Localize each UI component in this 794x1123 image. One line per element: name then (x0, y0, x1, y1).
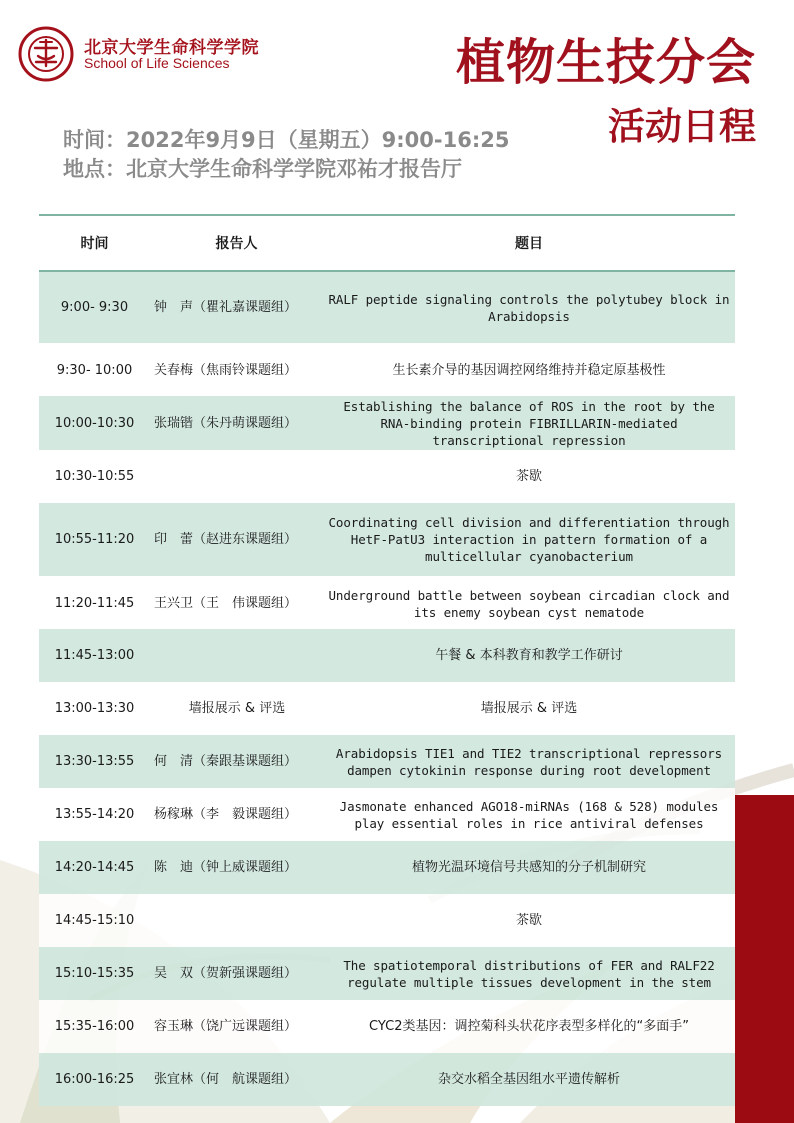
session-time: 15:10-15:35 (39, 947, 150, 1000)
session-title: 杂交水稻全基因组水平遗传解析 (323, 1053, 735, 1106)
table-header (39, 215, 735, 271)
session-title: 茶歇 (323, 894, 735, 947)
peking-university-logo (18, 26, 74, 82)
session-time: 14:20-14:45 (39, 841, 150, 894)
session-title: Arabidopsis TIE1 and TIE2 transcriptional repressors dampen cytokinin response during root development (323, 735, 735, 788)
table-row (39, 1053, 735, 1106)
session-time: 10:30-10:55 (39, 450, 150, 503)
session-speaker: 张宜林（何 航课题组） (150, 1053, 323, 1106)
session-time: 13:00-13:30 (39, 682, 150, 735)
column-header-speaker: 报告人 (150, 215, 323, 271)
session-title: Establishing the balance of ROS in the root by the RNA-binding protein FIBRILLARIN-mediated transcriptional repression (323, 396, 735, 450)
table-row (39, 1000, 735, 1053)
session-speaker: 墙报展示 & 评选 (150, 682, 323, 735)
session-time: 13:55-14:20 (39, 788, 150, 841)
session-title: Underground battle between soybean circadian clock and its enemy soybean cyst nematode (323, 578, 735, 629)
session-time: 10:55-11:20 (39, 503, 150, 576)
session-title: Jasmonate enhanced AGO18-miRNAs (168 & 528) modules play essential roles in rice antiviral defenses (323, 788, 735, 841)
table-row (39, 345, 735, 396)
table-row (39, 503, 735, 576)
session-time: 9:30- 10:00 (39, 345, 150, 396)
session-speaker: 钟 声（瞿礼嘉课题组） (150, 271, 323, 343)
event-time: 时间：2022年9月9日（星期五）9:00-16:25 (63, 128, 510, 152)
session-time: 9:00- 9:30 (39, 271, 150, 343)
table-row (39, 396, 735, 450)
side-color-bar (735, 795, 794, 1123)
table-row (39, 947, 735, 1000)
session-title: 生长素介导的基因调控网络维持并稳定原基极性 (323, 345, 735, 396)
table-row (39, 894, 735, 947)
session-title: RALF peptide signaling controls the polytubey block in Arabidopsis (323, 271, 735, 343)
session-speaker: 吴 双（贺新强课题组） (150, 947, 323, 1000)
session-title: Coordinating cell division and differentiation through HetF-PatU3 interaction in pattern formation of a multicellular cyanobacterium (323, 503, 735, 576)
table-row (39, 841, 735, 894)
session-speaker: 容玉琳（饶广远课题组） (150, 1000, 323, 1053)
session-title: The spatiotemporal distributions of FER and RALF22 regulate multiple tissues development in the stem (323, 947, 735, 1000)
school-name-cn: 北京大学生命科学学院 (84, 38, 259, 58)
session-time: 15:35-16:00 (39, 1000, 150, 1053)
table-row (39, 578, 735, 629)
session-speaker (150, 450, 323, 503)
session-speaker: 关春梅（焦雨铃课题组） (150, 345, 323, 396)
page-title: 植物生技分会 (455, 34, 756, 91)
session-speaker: 王兴卫（王 伟课题组） (150, 578, 323, 629)
table-row (39, 271, 735, 343)
session-title: 午餐 & 本科教育和教学工作研讨 (323, 629, 735, 682)
school-name-en: School of Life Sciences (84, 55, 230, 71)
session-speaker: 张瑞锴（朱丹萌课题组） (150, 396, 323, 450)
session-title: CYC2类基因：调控菊科头状花序表型多样化的“多面手” (323, 1000, 735, 1053)
session-time: 11:45-13:00 (39, 629, 150, 682)
session-speaker: 陈 迪（钟上威课题组） (150, 841, 323, 894)
session-title: 墙报展示 & 评选 (323, 682, 735, 735)
session-speaker: 印 蕾（赵进东课题组） (150, 503, 323, 576)
schedule-table (39, 214, 735, 1106)
table-row (39, 629, 735, 682)
session-time: 11:20-11:45 (39, 578, 150, 629)
session-title: 茶歇 (323, 450, 735, 503)
session-time: 16:00-16:25 (39, 1053, 150, 1106)
column-header-time: 时间 (39, 215, 150, 271)
session-speaker: 何 清（秦跟基课题组） (150, 735, 323, 788)
session-time: 14:45-15:10 (39, 894, 150, 947)
table-row (39, 735, 735, 788)
event-location: 地点：北京大学生命科学学院邓祐才报告厅 (63, 157, 462, 181)
session-speaker: 杨稼琳（李 毅课题组） (150, 788, 323, 841)
session-title: 植物光温环境信号共感知的分子机制研究 (323, 841, 735, 894)
page-subtitle: 活动日程 (608, 105, 756, 148)
session-time: 13:30-13:55 (39, 735, 150, 788)
session-time: 10:00-10:30 (39, 396, 150, 450)
session-speaker (150, 894, 323, 947)
table-row (39, 682, 735, 735)
column-header-title: 题目 (323, 215, 735, 271)
table-row (39, 450, 735, 503)
table-row (39, 788, 735, 841)
session-speaker (150, 629, 323, 682)
